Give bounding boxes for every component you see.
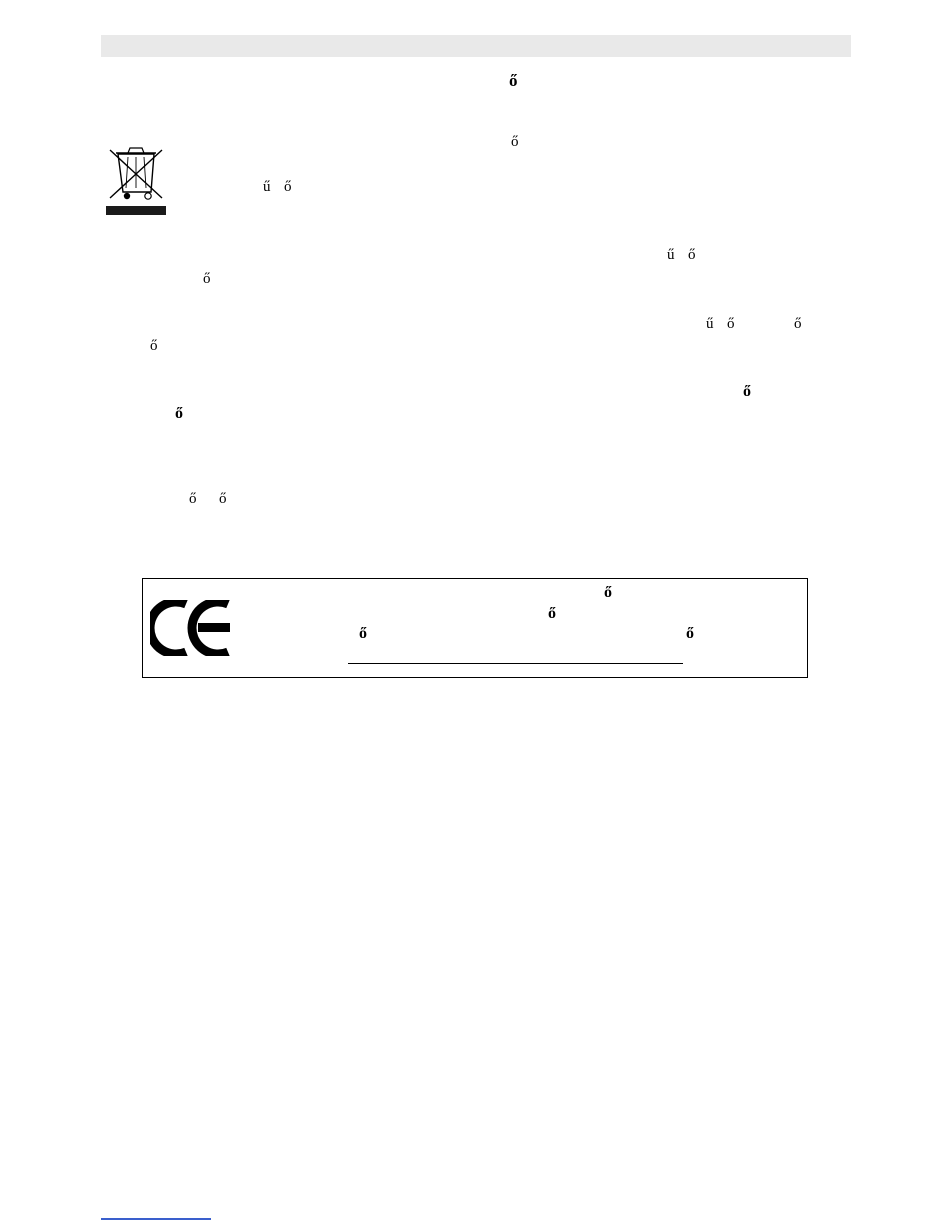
page-header-bar [101, 35, 851, 57]
body-text-run: ő [189, 491, 197, 507]
ce-text-run: ő [548, 605, 556, 622]
ce-text-run: ő [359, 625, 367, 642]
body-text-run: ő [794, 316, 802, 332]
footer-link-underline[interactable] [101, 1218, 211, 1220]
body-text-run: ű [706, 316, 714, 332]
ce-text-run: ő [686, 625, 694, 642]
body-text-run: ő [688, 247, 696, 263]
body-text-run: ű [667, 247, 675, 263]
body-text-run: ő [727, 316, 735, 332]
body-text-run: ő [175, 405, 183, 422]
body-text-run: ő [511, 134, 519, 150]
ce-signature-line [348, 663, 683, 664]
body-text-run: ő [743, 383, 751, 400]
body-text-run: ő [203, 271, 211, 287]
ce-text-run: ő [604, 584, 612, 601]
body-text-run: ő [219, 491, 227, 507]
body-text-run: ő [284, 179, 292, 195]
weee-bin-icon [104, 140, 168, 218]
body-text-run: ű [263, 179, 271, 195]
page-title: ő [509, 71, 518, 90]
body-text-run: ő [150, 338, 158, 354]
ce-mark-icon [150, 600, 234, 656]
